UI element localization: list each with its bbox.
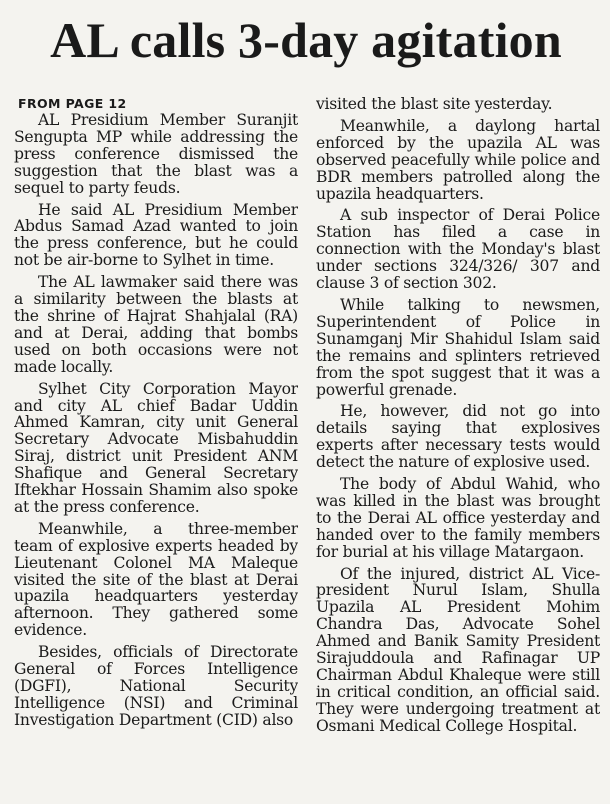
paragraph: Meanwhile, a three-member team of explosive experts headed by Lieutenant Colonel MA Maleque visited the site of the blast at Derai upazila headquarters yesterday afternoon. They gathered some evidence.	[14, 519, 298, 640]
paragraph: Besides, officials of Directorate General of Forces Intelligence (DGFI), National Security Intelligence (NSI) and Criminal Investigation Department (CID) also	[14, 643, 298, 729]
paragraph: He, however, did not go into details saying that explosives experts after necessary tests would detect the nature of explosive used.	[316, 402, 600, 472]
paragraph: Meanwhile, a daylong hartal enforced by the upazila AL was observed peacefully while police and BDR members patrolled along the upazila headquarters.	[316, 116, 600, 203]
paragraph-continued: visited the blast site yesterday.	[316, 96, 553, 113]
paragraph: AL Presidium Member Suranjit Sengupta MP while addressing the press conference dismissed the suggestion that the blast was a sequel to party feuds.	[14, 111, 298, 197]
headline: AL calls 3-day agitation	[50, 12, 562, 68]
right-column	[316, 96, 600, 801]
paragraph: Sylhet City Corporation Mayor and city AL chief Badar Uddin Ahmed Kamran, city unit General Secretary Advocate Misbahuddin Siraj, district unit President ANM Shafique and General Secretary Iftekhar Hossain Shamim also spoke at the press conference.	[14, 379, 298, 516]
paragraph: A sub inspector of Derai Police Station has filed a case in connection with the Monday's blast under sections 324/326/ 307 and clause 3 of section 302.	[316, 206, 600, 293]
paragraph: The AL lawmaker said there was a similarity between the blasts at the shrine of Hajrat Shahjalal (RA) and at Derai, adding that bombs used on both occasions were not made locally.	[14, 273, 298, 376]
paragraph: The body of Abdul Wahid, who was killed in the blast was brought to the Derai AL office yesterday and handed over to the family members for burial at his village Matargaon.	[316, 475, 600, 561]
paragraph: While talking to newsmen, Superintendent of Police in Sunamganj Mir Shahidul Islam said the remains and splinters retrieved from the spot suggest that it was a powerful grenade.	[316, 295, 600, 399]
paragraph: Of the injured, district AL Vice-president Nurul Islam, Shulla Upazila AL President Mohim Chandra Das, Advocate Sohel Ahmed and Banik Samity President Sirajuddoula and Rafinagar UP Chairman Abdul Khaleque were still in critical condition, an official said. They were undergoing treatment at Osmani Medical College Hospital.	[316, 564, 600, 735]
article-body	[14, 96, 600, 801]
continuation-kicker: FROM PAGE 12	[18, 96, 127, 111]
left-column	[14, 96, 298, 801]
paragraph: He said AL Presidium Member Abdus Samad Azad wanted to join the press conference, but he could not be air-borne to Sylhet in time.	[14, 200, 298, 270]
